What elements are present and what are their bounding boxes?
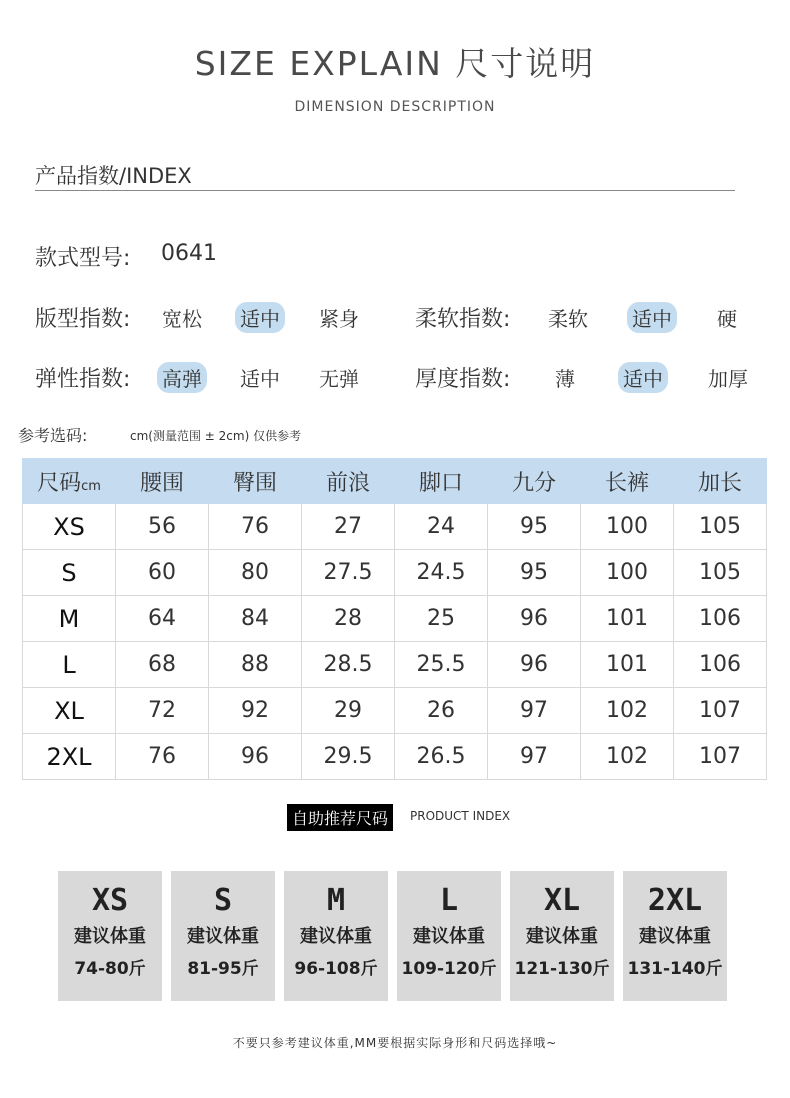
table-cell: 96	[209, 734, 302, 780]
softness-index-label: 柔软指数:	[415, 307, 511, 332]
table-cell: 27.5	[302, 550, 395, 596]
table-row	[23, 688, 767, 734]
softness-option-regular: 适中	[627, 302, 677, 333]
table-cell: 64	[116, 596, 209, 642]
size-column-header	[23, 459, 116, 504]
size-label-cell: 2XL	[23, 734, 116, 780]
recommend-card-weight: 121-130斤	[514, 959, 610, 979]
recommend-card-size: L	[439, 883, 459, 918]
model-value: 0641	[161, 241, 217, 266]
recommend-card-label: 建议体重	[526, 926, 598, 947]
recommend-subtitle: PRODUCT INDEX	[410, 809, 511, 823]
fit-option-loose: 宽松	[162, 307, 202, 331]
table-cell: 28	[302, 596, 395, 642]
table-cell: 88	[209, 642, 302, 688]
fit-index-label: 版型指数:	[35, 307, 131, 332]
table-cell: 96	[488, 642, 581, 688]
table-cell: 106	[674, 596, 767, 642]
elasticity-option-regular: 适中	[240, 367, 280, 391]
page-subtitle: DIMENSION DESCRIPTION	[294, 99, 496, 115]
recommend-card-label: 建议体重	[639, 926, 711, 947]
recommend-card-weight: 109-120斤	[401, 959, 497, 979]
table-cell: 95	[488, 504, 581, 550]
table-cell: 80	[209, 550, 302, 596]
recommend-card-label: 建议体重	[413, 926, 485, 947]
recommend-card-size: S	[213, 883, 233, 918]
recommend-card-label: 建议体重	[300, 926, 372, 947]
table-cell: 105	[674, 504, 767, 550]
table-row	[23, 642, 767, 688]
table-cell: 100	[581, 504, 674, 550]
column-header-full-length: 长裤	[581, 459, 674, 504]
size-label-cell: XL	[23, 688, 116, 734]
table-cell: 27	[302, 504, 395, 550]
table-cell: 29	[302, 688, 395, 734]
table-cell: 107	[674, 734, 767, 780]
recommend-card-size: M	[326, 883, 346, 918]
recommend-card-size: XS	[91, 883, 129, 918]
reference-note: cm(测量范围 ± 2cm) 仅供参考	[130, 429, 302, 443]
table-cell: 76	[116, 734, 209, 780]
table-cell: 102	[581, 688, 674, 734]
table-cell: 60	[116, 550, 209, 596]
size-table-header-row	[23, 459, 767, 504]
column-header-extra-long: 加长	[674, 459, 767, 504]
table-row	[23, 504, 767, 550]
table-cell: 102	[581, 734, 674, 780]
recommend-card	[397, 871, 501, 1001]
recommend-card	[171, 871, 275, 1001]
index-section-title: 产品指数/INDEX	[35, 164, 192, 188]
recommend-card-weight: 81-95斤	[187, 959, 259, 979]
reference-label: 参考选码:	[18, 426, 88, 445]
table-cell: 24.5	[395, 550, 488, 596]
thickness-option-thin: 薄	[555, 367, 575, 391]
table-row	[23, 734, 767, 780]
size-label-cell: M	[23, 596, 116, 642]
elasticity-option-none: 无弹	[319, 367, 359, 391]
table-cell: 56	[116, 504, 209, 550]
column-header-waist: 腰围	[116, 459, 209, 504]
thickness-option-regular: 适中	[618, 362, 668, 393]
size-table	[22, 458, 767, 780]
footer-note: 不要只参考建议体重,MM要根据实际身形和尺码选择哦~	[232, 1036, 558, 1050]
table-cell: 26	[395, 688, 488, 734]
page-title: SIZE EXPLAIN 尺寸说明	[194, 44, 596, 83]
size-label-cell: S	[23, 550, 116, 596]
elasticity-index-label: 弹性指数:	[35, 367, 131, 392]
fit-option-tight: 紧身	[319, 307, 359, 331]
recommend-title: 自助推荐尺码	[287, 804, 393, 831]
column-header-ninth-length: 九分	[488, 459, 581, 504]
size-label-cell: L	[23, 642, 116, 688]
column-header-hip: 臀围	[209, 459, 302, 504]
fit-option-regular: 适中	[235, 302, 285, 333]
table-cell: 68	[116, 642, 209, 688]
recommend-card	[58, 871, 162, 1001]
table-cell: 106	[674, 642, 767, 688]
table-cell: 26.5	[395, 734, 488, 780]
elasticity-option-high: 高弹	[157, 362, 207, 393]
column-header-leg-opening: 脚口	[395, 459, 488, 504]
size-header-unit: cm	[81, 478, 101, 494]
table-row	[23, 596, 767, 642]
recommend-card-label: 建议体重	[74, 926, 146, 947]
column-header-front-rise: 前浪	[302, 459, 395, 504]
recommend-card	[510, 871, 614, 1001]
recommend-card	[623, 871, 727, 1001]
table-cell: 29.5	[302, 734, 395, 780]
table-cell: 101	[581, 642, 674, 688]
table-cell: 84	[209, 596, 302, 642]
table-cell: 92	[209, 688, 302, 734]
recommend-card-weight: 96-108斤	[294, 959, 378, 979]
table-cell: 24	[395, 504, 488, 550]
recommend-card	[284, 871, 388, 1001]
table-cell: 101	[581, 596, 674, 642]
table-row	[23, 550, 767, 596]
table-cell: 28.5	[302, 642, 395, 688]
size-label-cell: XS	[23, 504, 116, 550]
thickness-index-label: 厚度指数:	[415, 367, 511, 392]
table-cell: 95	[488, 550, 581, 596]
recommend-card-label: 建议体重	[187, 926, 259, 947]
recommend-card-weight: 74-80斤	[74, 959, 146, 979]
table-cell: 97	[488, 688, 581, 734]
table-cell: 25	[395, 596, 488, 642]
table-cell: 76	[209, 504, 302, 550]
softness-option-soft: 柔软	[548, 307, 588, 331]
table-cell: 97	[488, 734, 581, 780]
section-divider	[35, 190, 735, 191]
model-label: 款式型号:	[35, 246, 131, 271]
recommend-card-size: XL	[543, 883, 581, 918]
size-header-label: 尺码	[37, 470, 82, 496]
table-cell: 72	[116, 688, 209, 734]
table-cell: 25.5	[395, 642, 488, 688]
table-cell: 100	[581, 550, 674, 596]
table-cell: 107	[674, 688, 767, 734]
recommend-card-size: 2XL	[647, 883, 703, 918]
table-cell: 96	[488, 596, 581, 642]
thickness-option-thick: 加厚	[708, 367, 748, 391]
recommend-card-weight: 131-140斤	[627, 959, 723, 979]
table-cell: 105	[674, 550, 767, 596]
softness-option-hard: 硬	[717, 307, 737, 331]
